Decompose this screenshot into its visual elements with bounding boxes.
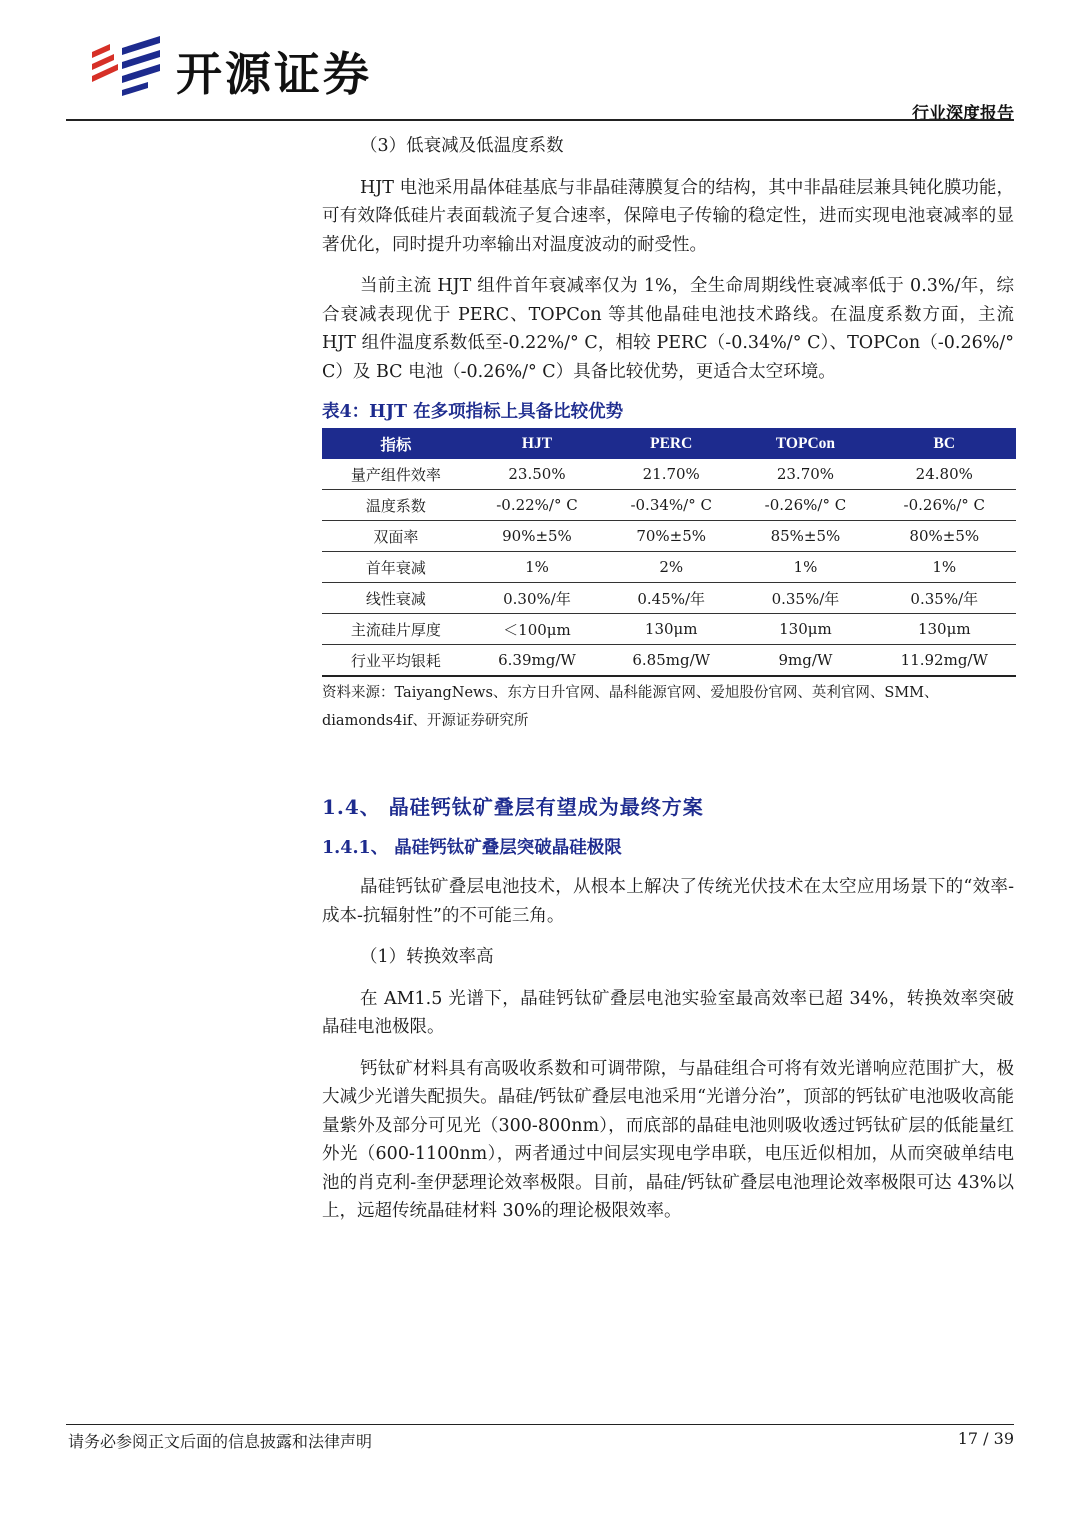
paragraph: 晶硅钙钛矿叠层电池技术，从根本上解决了传统光伏技术在太空应用场景下的“效率-成本-抗辐射性”的不可能三角。 — [322, 877, 1014, 926]
paragraph: 当前主流 HJT 组件首年衰减率仅为 1%，全生命周期线性衰减率低于 0.3%/年，综合衰减表现优于 PERC、TOPCon 等其他晶硅电池技术路线。在温度系数方面，主流 HJT 组件温度系数低至-0.22%/° C，相较 PERC（-0.34%/° C）、TOPCon（-0.26%/° C）及 BC 电池（-0.26%/° C）具备比较优势，更适合太空环境。 — [322, 276, 1014, 382]
table-cell: 130μm — [604, 614, 738, 645]
page-number: 17 / 39 — [957, 1429, 1014, 1448]
header-divider — [66, 119, 1014, 121]
table-cell: -0.26%/° C — [738, 490, 872, 521]
table-cell: 0.35%/年 — [873, 583, 1016, 614]
table-cell: ＜100μm — [470, 614, 604, 645]
main-content — [322, 132, 1014, 1239]
comparison-table — [322, 428, 1016, 677]
table-row — [322, 552, 1016, 583]
brand-name: 开源证券 — [176, 47, 372, 101]
table-cell: 6.85mg/W — [604, 645, 738, 677]
footer-disclaimer: 请务必参阅正文后面的信息披露和法律声明 — [68, 1432, 373, 1451]
table-cell: 1% — [470, 552, 604, 583]
table-cell: -0.22%/° C — [470, 490, 604, 521]
section-title-efficiency: （1）转换效率高 — [360, 947, 494, 967]
table-cell: 130μm — [873, 614, 1016, 645]
table-row — [322, 583, 1016, 614]
row-label: 主流硅片厚度 — [322, 614, 470, 645]
table-cell: 0.35%/年 — [738, 583, 872, 614]
table-cell: 0.45%/年 — [604, 583, 738, 614]
col-header: TOPCon — [738, 428, 872, 459]
row-label: 行业平均银耗 — [322, 645, 470, 677]
table-cell: 90%±5% — [470, 521, 604, 552]
table-cell: 80%±5% — [873, 521, 1016, 552]
table-source: 资料来源：TaiyangNews、东方日升官网、晶科能源官网、爱旭股份官网、英利官网、SMM、diamonds4if、开源证券研究所 — [322, 685, 939, 729]
paragraph: 钙钛矿材料具有高吸收系数和可调带隙，与晶硅组合可将有效光谱响应范围扩大，极大减少光谱失配损失。晶硅/钙钛矿叠层电池采用“光谱分治”，顶部的钙钛矿电池吸收高能量紫外及部分可见光（300-800nm），而底部的晶硅电池则吸收透过钙钛矿层的低能量红外光（600-1100nm），两者通过中间层实现电学串联，电压近似相加，从而突破单结电池的肖克利-奎伊瑟理论效率极限。目前，晶硅/钙钛矿叠层电池理论效率极限可达 43%以上，远超传统晶硅材料 30%的理论极限效率。 — [322, 1058, 1014, 1221]
table-cell: 2% — [604, 552, 738, 583]
col-header: BC — [873, 428, 1016, 459]
table-row — [322, 521, 1016, 552]
table-cell: 70%±5% — [604, 521, 738, 552]
row-label: 温度系数 — [322, 490, 470, 521]
table-cell: 23.50% — [470, 459, 604, 490]
table-cell: 0.30%/年 — [470, 583, 604, 614]
report-type: 行业深度报告 — [912, 104, 1014, 124]
table-title: 表4：HJT 在多项指标上具备比较优势 — [322, 402, 624, 422]
paragraph: HJT 电池采用晶体硅基底与非晶硅薄膜复合的结构，其中非晶硅层兼具钝化膜功能，可有效降低硅片表面载流子复合速率，保障电子传输的稳定性，进而实现电池衰减率的显著优化，同时提升功率输出对温度波动的耐受性。 — [322, 177, 1014, 255]
table-cell: 9mg/W — [738, 645, 872, 677]
table-cell: 1% — [873, 552, 1016, 583]
table-cell: 24.80% — [873, 459, 1016, 490]
row-label: 双面率 — [322, 521, 470, 552]
row-label: 量产组件效率 — [322, 459, 470, 490]
table-cell: 1% — [738, 552, 872, 583]
section-heading: 1.4、 晶硅钙钛矿叠层有望成为最终方案 — [322, 795, 704, 819]
col-header: HJT — [470, 428, 604, 459]
table-cell: 85%±5% — [738, 521, 872, 552]
paragraph: 在 AM1.5 光谱下，晶硅钙钛矿叠层电池实验室最高效率已超 34%，转换效率突破晶硅电池极限。 — [322, 988, 1014, 1037]
table-cell: -0.34%/° C — [604, 490, 738, 521]
row-label: 首年衰减 — [322, 552, 470, 583]
table-row — [322, 645, 1016, 677]
company-logo — [88, 34, 168, 96]
table-cell: 21.70% — [604, 459, 738, 490]
table-header-row — [322, 428, 1016, 459]
col-header: PERC — [604, 428, 738, 459]
section-title-low-degradation: （3）低衰减及低温度系数 — [360, 136, 564, 156]
table-row — [322, 459, 1016, 490]
table-cell: 6.39mg/W — [470, 645, 604, 677]
table-cell: 23.70% — [738, 459, 872, 490]
table-cell: -0.26%/° C — [873, 490, 1016, 521]
table-row — [322, 614, 1016, 645]
table-row — [322, 490, 1016, 521]
table-cell: 130μm — [738, 614, 872, 645]
subsection-heading: 1.4.1、 晶硅钙钛矿叠层突破晶硅极限 — [322, 838, 622, 858]
col-header: 指标 — [322, 428, 470, 459]
table-cell: 11.92mg/W — [873, 645, 1016, 677]
footer-divider — [66, 1424, 1014, 1425]
row-label: 线性衰减 — [322, 583, 470, 614]
